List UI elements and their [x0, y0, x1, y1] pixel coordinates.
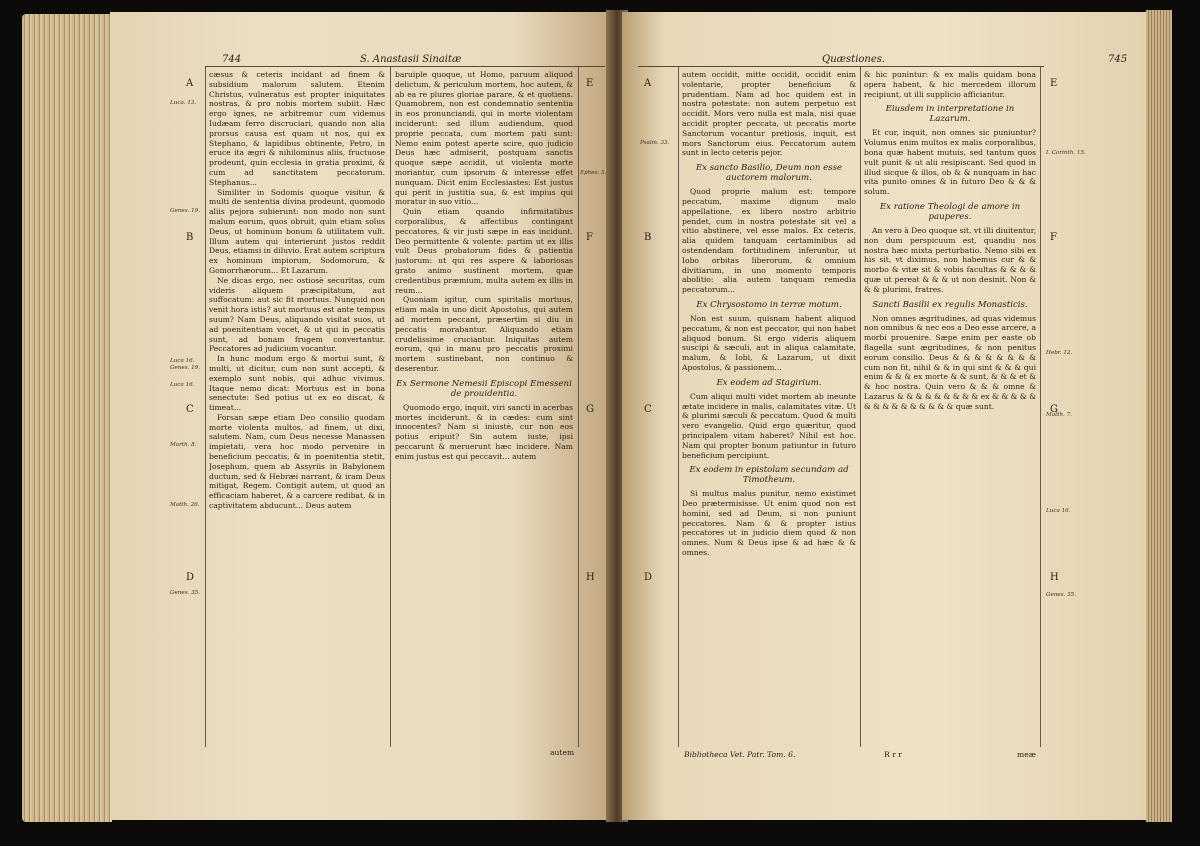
marg-letter-f: F: [1050, 232, 1057, 243]
section-heading: Ex Sermone Nemesii Episcopi Emesseni de prouidentia.: [396, 378, 572, 399]
left-margin-rule-right: [578, 67, 579, 747]
paragraph: & hic punintur: & ex malis quidam bona opera habent, & hic mercedem illorum recipiunt, ut illi supplicio afficiantur.: [864, 70, 1036, 99]
left-column-1: [209, 70, 385, 746]
section-heading: Ex sancto Basilio, Deum non esse auctorem malorum.: [695, 163, 843, 184]
paragraph: autem occidit, mitte occidit, occidit enim volentarie, propter beneficium & prudentiam. Nam ad hoc quidem est in nostra potestate: non autem perpetuo est occidit. Mors vero nulla est mala, nisi quae accidit propter peccata, ut peccatis morte Sanctorum vocantur pretiosis, inquit, est mors Sanctorum eius. Peccatorum autem sunt in lecto ceteris pejor.: [682, 70, 856, 158]
left-head-rule: [205, 66, 605, 67]
signature-mark: R r r: [884, 750, 902, 759]
left-running-head: S. Anastasii Sinaitæ: [360, 54, 462, 65]
marg-letter-b: B: [644, 232, 652, 243]
marg-letter-f: F: [586, 232, 593, 243]
right-column-rule: [860, 67, 861, 747]
paragraph: Non omnes ægritudines, ad quas videmus non omnibus & nec eos a Deo esse arcere, a morbi prouenire. Sæpe enim per easte ob flagella sunt ægritudines, & non penitus eorum consilio. Deus & & & & & & & & cum non fit, nihil & & in qui sint & & & qui enim & & & ex morte & & sunt, & & & et & & hoc nostra. Quin vero & & & omne & Lazarus & & & & & & & & & ex & & & & & & & & & & & & & & & quæ sunt.: [864, 313, 1036, 411]
paragraph: In hunc modum ergo & mortui sunt, & multi, ut dicitur, cum non sunt accepti, & exemplo sunt nobis, qui adhuc vivimus. Itaque nemo dicat: Mortuus est in bona senectute: Sed potius ut ex eo discat, & timeat...: [209, 354, 385, 413]
paragraph: Ne dicas ergo, nec ostiosè securitas, cum videris aliquem præcipitatum, aut suffocatum: aut sic fit mortuus. Nunquid non venit hora istis? aut mortuus est ante tempus suum? Nam Deus, aliquando visitat suos, ut ad poenitentiam vocet, & ut qui in peccatis sunt, ad bonam frugem convertantur. Peccatores ad judicium vocantur.: [209, 275, 385, 354]
marg-letter-b: B: [186, 232, 194, 243]
margin-note: Genes. 19.: [170, 208, 201, 214]
margin-note: Matth. 26.: [170, 502, 200, 508]
marg-letter-d: D: [644, 572, 653, 583]
marg-letter-c: C: [644, 404, 652, 415]
margin-note: Genes. 35.: [170, 590, 201, 596]
paragraph: Similiter in Sodomis quoque visitur, & multi de sententia divina prodeunt, quomodo aliis pejora subierunt: non modo non sunt malum eorum, quos obruit, quin etiam solus Deus, ut hominum bonum & utilitatem vult. Illum autem qui interierunt justos reddit Deus, etiamsi in diluvio. Erat autem scriptura ex hominum impiorum, Sodomorum, & Gomorrhæorum... Et Lazarum.: [209, 187, 385, 275]
left-page: [110, 12, 613, 820]
signature-line: Bibliotheca Vet. Patr. Tom. 6.: [684, 750, 796, 759]
margin-note: I. Corinth. 15.: [1046, 150, 1086, 156]
margin-note: Luca 16.: [170, 382, 195, 388]
left-column-rule: [390, 67, 391, 747]
margin-note: Genes. 35.: [1046, 592, 1077, 598]
section-heading: Ex Chrysostomo in terræ motum.: [696, 299, 842, 310]
left-page-number: 744: [222, 54, 242, 65]
section-heading: Eiusdem in interpretatione in Lazarum.: [885, 104, 1015, 125]
margin-note: Matth. 7.: [1046, 412, 1073, 418]
right-column-1: [682, 70, 856, 746]
right-page-number: 745: [1108, 54, 1128, 65]
right-margin-rule-right: [1040, 67, 1041, 747]
margin-note: Luca. 13.: [170, 100, 197, 106]
marg-letter-a: A: [644, 78, 652, 89]
margin-note: Hebr. 12.: [1046, 350, 1073, 356]
right-head-rule: [638, 66, 1044, 67]
margin-note: Luca 16. Genes. 19.: [170, 358, 201, 371]
right-page: [622, 12, 1146, 820]
marg-letter-c: C: [186, 404, 194, 415]
paragraph: Quod proprie malum est: tempore peccatum, maxime dignum malo appellatione, ex libero nostro arbitrio pendet, cum in nostra potestate sit vel a vitio abstinere, vel esse malos. Ex ceteris, alia quidem tanquam certaminibus ad ostendendam fortitudinem inferuntur, ut Iobo orbitas liberorum, & omnium divitiarum, in uno momento temporis abolitio: alia autem tanquam remedia peccatorum...: [682, 187, 856, 295]
paragraph: Quomodo ergo, inquit, viri sancti in acerbas mortes inciderunt, & in cædes: cum sint innocentes? Nam si iniustè, cur non eos potius eripuit? Sin autem iuste, ipsi peccarunt & meruerunt hæc incidere. Nam enim justus est qui peccavit... autem: [395, 402, 573, 461]
section-heading: Ex ratione Theologi de amore in pauperes.: [879, 201, 1021, 222]
margin-note: Marth. 8.: [170, 442, 197, 448]
marg-letter-e: E: [586, 78, 594, 89]
right-running-head: Quæstiones.: [822, 54, 886, 65]
section-heading: Sancti Basilii ex regulis Monasticis.: [872, 299, 1028, 310]
margin-note: Luca 16.: [1046, 508, 1071, 514]
marg-letter-g: G: [586, 404, 594, 415]
page-edges-left: [22, 14, 112, 822]
paragraph: Forsan sæpe etiam Deo consilio quodam morte violenta multos, ad finem, ut dixi, salutem. Nam, cum Deus necesse Manassen impietati, vera hoc modo pervenire in beneficium peccatis, & in poenitentia stetit, Josephum, quem ab Assyriis in Babylonem ductum, sed & Hebræi narrant, & iram Deus mitigat, Regem. Contigit autem, ut quod an efficaciam haberet, & a carcere redibat, & in captivitatem abducunt... Deus autem: [209, 412, 385, 511]
margin-note: Ephes. 5.: [580, 170, 607, 176]
paragraph: baruiple quoque, ut Homo, paruum aliquod delictum, & periculum mortem, hoc autem, & ab ea re plures gloriae parare, & et quotiens. Quamobrem, non est condemnatio sententia in eos pronunciandi, qui in morte violentam inciderunt: sed illum audiendum, quod proprie peccata, cum mortem pati sunt: Nemo enim potest aperte scire, quo judicio Deus hæc admiserit, postquam sanctis quoque sæpe accidit, ut violenta morte moriantur, cum ipsorum & interesse effet nunquam. Dicit enim Ecclesiastes: Est justus qui perit in justitia sua, & est impius qui moratur in suo vitio...: [395, 70, 573, 207]
left-column-2: [395, 70, 573, 746]
paragraph: cæsus & ceteris incidant ad finem & subsidium malorum salutem. Etenim Christus, vulneratus est propter iniquitates nostras, & pro nobis mortem subiit. Hæc ergo ignes, ne arbitremur cum videmus Iudæam ferro discruciari, quando non alia prorsus causa est quam ut nos, qui ex Stephano, & lapidibus obtinente, Petro, in eruce ita ægri & nihilominus aliis, fructuose prodeunt, quin ecclesia in gratia proximi, & cum ad sanctitatem peccatorum. Stephanus...: [209, 70, 385, 187]
paragraph: An vero à Deo quoque sit, vt illi diuitentur, non dum perspicuum est, quandiu nos nostra hæc mixta perturbatio. Nemo sibi ex his sit, vt diximus, non habemus cur & & morbo & vitæ sit & vobis facultas & & & & quæ ut pereat & & & ut non desinit. Non & & & plurimi, fratres.: [864, 225, 1036, 294]
margin-note: Psalm. 33.: [640, 140, 670, 146]
marg-letter-g: G: [1050, 404, 1058, 415]
paragraph: Si multus malus punitur, nemo existimet Deo prætermisisse. Ut enim quod non est homini, sed ad Deum, si non puniunt peccatores. Nam & & propter istius peccatores ut in judicio diem quod & non omnes. Num & Deus ipse & ad hæc & & omnes.: [682, 489, 856, 558]
section-heading: Ex eodem in epistolam secundam ad Timotheum.: [689, 465, 849, 486]
marg-letter-h: H: [586, 572, 595, 583]
marg-letter-h: H: [1050, 572, 1059, 583]
left-catchword: autem: [550, 748, 575, 757]
section-heading: Ex eodem ad Stagirium.: [716, 377, 822, 388]
right-column-2: [864, 70, 1036, 746]
left-margin-rule: [205, 67, 206, 747]
paragraph: Quoniam igitur, cum spiritalis mortuus, etiam mala in uno dicit Apostolus, qui autem ad mortem peccant, præsertim si diu in peccatis morabantur. Aliquando etiam crudelissime cruciantur. Iniquitas autem eorum, qui in manu pro peccatis proximi mortem sustinebant, non continuo & deserentur.: [395, 295, 573, 373]
paragraph: Et cur, inquit, non omnes sic puniuntur? Volumus enim multos ex malis corporalibus, bona quæ habent mutuis, sed tantum quos vult punit & ut alii resipiscant. Sed quod in illud sicque & illos, ob & & nunquam in hac vita punito omnes & in futuro Deo & & & solum.: [864, 128, 1036, 197]
right-catchword: meæ: [1017, 750, 1036, 759]
paragraph: Non est suum, quisnam habent aliquod peccatum, & non est peccator, qui non habet aliquod bonum. Si ergo videris aliquem suscipi & sæculi, aut in aliqua calamitate, malum, & Iobi, & Lazarum, ut dixit Apostolus, & passionem...: [682, 313, 856, 372]
marg-letter-a: A: [186, 78, 194, 89]
paragraph: Cum aliqui multi videt mortem ab ineunte ætate incidere in malis, calamitates vitæ. Ut & plurimi sæculi & peccatum. Quod & multi vero evangelio. Quid ergo quæritur, quod principalem vitam haberet? Nihil est hoc. Nam qui propter bonum patiuntur in futuro beneficium percipiunt.: [682, 391, 856, 460]
paragraph: Quin etiam quando infirmitatibus corporalibus, & affectibus contingant peccatores, & vir justi sæpe in eas incidunt. Deo permittente & volente: partim ut ex illis vult Deus probatorum fides & patientia justorum: ut qui res aspere & laboriosas grato animo sustinent mortem, quæ credentibus præmium, multa autem ex illis in reum...: [395, 207, 573, 295]
right-margin-rule: [678, 67, 679, 747]
marg-letter-d: D: [186, 572, 195, 583]
page-edges-right: [1146, 10, 1172, 822]
marg-letter-e: E: [1050, 78, 1058, 89]
